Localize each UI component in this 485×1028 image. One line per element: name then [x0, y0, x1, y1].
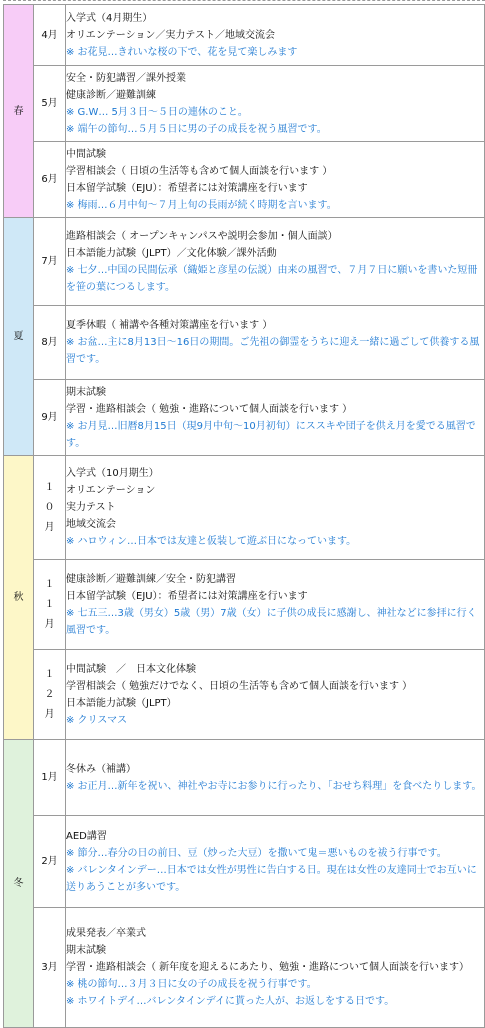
month-content [66, 142, 485, 218]
event-line: AED講習 [66, 830, 107, 842]
event-line: 実力テスト [66, 502, 116, 513]
month-content [66, 560, 485, 650]
event-line: 入学式（4月期生） [66, 12, 153, 24]
month-row [4, 560, 485, 650]
event-line: 日本語能力試験（JLPT）／文化体験／課外活動 [66, 247, 277, 259]
month-label [34, 456, 66, 560]
event-line: 学習・進路相談会（ 新年度を迎えるにあたり、勉強・進路について個人面談を行います） [66, 962, 469, 973]
month-text: 8月 [41, 337, 58, 348]
month-label [34, 908, 66, 1028]
month-label [34, 66, 66, 142]
month-text: １０月 [44, 481, 55, 533]
month-text: 6月 [41, 174, 58, 185]
month-row [4, 142, 485, 218]
season-label-summer: 夏 [4, 218, 34, 456]
month-content [66, 650, 485, 740]
culture-note: ※ 七夕…中国の民間伝承（織姫と彦星の伝説）由来の風習で、７月７日に願いを書いた短冊を笹の葉につるします。 [66, 264, 478, 293]
month-content [66, 218, 485, 306]
month-row [4, 5, 485, 66]
event-line: 成果発表／卒業式 [66, 928, 146, 939]
month-label [34, 380, 66, 456]
season-label-winter: 冬 [4, 740, 34, 1028]
event-line: 中間試験 ／ 日本文化体験 [66, 663, 196, 675]
month-content [66, 740, 485, 816]
event-line: 夏季休暇（ 補講や各種対策講座を行います ） [66, 320, 273, 331]
month-content [66, 908, 485, 1028]
month-text: １１月 [44, 578, 55, 630]
culture-note: ※ 端午の節句…５月５日に男の子の成長を祝う風習です。 [66, 123, 327, 135]
month-row [4, 306, 485, 380]
schedule-table [3, 4, 485, 1028]
culture-note: ※ お盆…主に8月13日～16日の期間。ご先祖の御霊をうちに迎え一緒に過ごして供養する風習です。 [66, 337, 480, 365]
month-text: 2月 [41, 856, 58, 867]
month-content [66, 380, 485, 456]
month-text: 4月 [41, 29, 58, 41]
culture-note: ※ バレンタインデー…日本では女性が男性に告白する日。現在は女性の友達同士でお互いに送りあうことが多いです。 [66, 864, 477, 893]
culture-note: ※ ハロウィン…日本では友達と仮装して遊ぶ日になっています。 [66, 536, 357, 547]
event-line: 進路相談会（ オープンキャンパスや説明会参加・個人面談） [66, 230, 338, 242]
month-content [66, 456, 485, 560]
culture-note: ※ G.W… 5月３日～５日の連休のこと。 [66, 106, 248, 118]
month-text: 3月 [41, 962, 58, 973]
event-line: 中間試験 [66, 148, 106, 160]
event-line: 期末試験 [66, 945, 106, 956]
month-text: 9月 [41, 412, 58, 423]
month-content [66, 306, 485, 380]
culture-note: ※ 節分…春分の日の前日、豆（炒った大豆）を撒いて鬼＝悪いものを祓う行事です。 [66, 847, 447, 859]
month-label [34, 5, 66, 66]
month-text: １２月 [44, 668, 55, 720]
event-line: 健康診断／避難訓練／安全・防犯講習 [66, 573, 236, 585]
month-label [34, 142, 66, 218]
month-row [4, 66, 485, 142]
month-text: 1月 [41, 772, 58, 783]
month-text: 7月 [41, 256, 58, 267]
event-line: オリエンテーション [66, 485, 156, 496]
month-row [4, 740, 485, 816]
culture-note: ※ 桃の節句…３月３日に女の子の成長を祝う行事です。 [66, 979, 317, 990]
event-line: 学習・進路相談会（ 勉強・進路について個人面談を行います ） [66, 403, 353, 415]
month-content [66, 816, 485, 908]
culture-note: ※ お花見…きれいな桜の下で、花を見て楽しみます [66, 46, 298, 58]
month-text: 5月 [41, 98, 58, 109]
schedule-body [4, 5, 485, 1028]
season-label-spring: 春 [4, 5, 34, 218]
culture-note: ※ お月見…旧暦8月15日（現9月中旬～10月初旬）にススキや団子を供え月を愛でる風習です。 [66, 420, 476, 449]
month-content [66, 66, 485, 142]
month-label [34, 650, 66, 740]
month-row [4, 650, 485, 740]
event-line: 学習相談会（ 勉強だけでなく、日頃の生活等も含めて個人面談を行います ） [66, 680, 413, 692]
month-label [34, 218, 66, 306]
event-line: 安全・防犯講習／課外授業 [66, 72, 186, 84]
month-label [34, 306, 66, 380]
month-row [4, 816, 485, 908]
culture-note: ※ クリスマス [66, 714, 128, 726]
event-line: 日本留学試験（EJU）：希望者には対策講座を行います [66, 590, 308, 602]
month-row [4, 908, 485, 1028]
month-content [66, 5, 485, 66]
month-row [4, 218, 485, 306]
event-line: 健康診断／避難訓練 [66, 89, 156, 101]
event-line: 日本語能力試験（JLPT） [66, 697, 177, 709]
event-line: 入学式（10月期生） [66, 468, 159, 479]
event-line: 学習相談会（ 日頃の生活等も含めて個人面談を行います ） [66, 165, 333, 177]
season-label-autumn: 秋 [4, 456, 34, 740]
culture-note: ※ 梅雨…６月中旬～７月上旬の長雨が続く時期を言います。 [66, 199, 337, 211]
month-label [34, 560, 66, 650]
month-row [4, 456, 485, 560]
event-line: 地域交流会 [66, 519, 116, 530]
event-line: 期末試験 [66, 386, 106, 398]
month-label [34, 816, 66, 908]
culture-note: ※ ホワイトデイ…バレンタインデイに貰った人が、お返しをする日です。 [66, 996, 395, 1007]
event-line: オリエンテーション／実力テスト／地域交流会 [66, 29, 275, 41]
culture-note: ※ お正月…新年を祝い、神社やお寺にお参りに行ったり、「おせち料理」を食べたりします。 [66, 780, 482, 792]
event-line: 日本留学試験（EJU）：希望者には対策講座を行います [66, 182, 308, 194]
culture-note: ※ 七五三…3歳（男女）5歳（男）7歳（女）に子供の成長に感謝し、神社などに参拝に行く風習です。 [66, 607, 477, 636]
event-line: 冬休み（補講） [66, 763, 136, 775]
month-row [4, 380, 485, 456]
month-label [34, 740, 66, 816]
